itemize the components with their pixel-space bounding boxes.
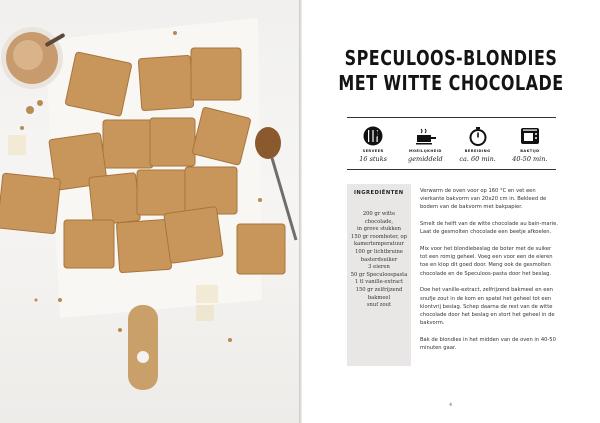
difficulty-icon bbox=[414, 126, 436, 146]
ingredient-line: 150 gr zelfrijzend bbox=[355, 286, 403, 293]
method-step: Smelt de helft van de witte chocolade au bain-marie. Laat de gesmolten chocolade een beetje afkoelen. bbox=[420, 221, 558, 236]
recipe-title bbox=[335, 46, 567, 95]
recipe-title-line-1: SPECULOOS-BLONDIES bbox=[344, 46, 558, 70]
info-prep-time-label: BEREIDING bbox=[464, 149, 491, 153]
ingredient-line: 150 gr roomboter, op bbox=[351, 233, 407, 240]
info-bake-time-value: 40-50 min. bbox=[512, 155, 548, 163]
info-difficulty-value: gemiddeld bbox=[408, 155, 443, 163]
ingredient-line: 100 gr lichtbruine bbox=[355, 248, 403, 255]
ingredient-line: in grove stukken bbox=[356, 226, 401, 233]
info-prep-time-value: ca. 60 min. bbox=[459, 155, 496, 163]
info-difficulty bbox=[399, 118, 451, 169]
ingredient-line: 1 tl vanille-extract bbox=[354, 279, 404, 286]
ingredient-line: snuf zout bbox=[366, 302, 392, 309]
ingredient-line: 50 gr Speculoospasta bbox=[350, 271, 408, 278]
method-step: Mix voor het blondiebeslag de boter met de suiker tot een romig geheel. Voeg een voor een de eieren toe en klop dit goed door. Meng ook de gesmolten chocolade en de Speculoos-pasta door het beslag. bbox=[420, 246, 553, 277]
ingredients-heading: INGREDIËNTEN bbox=[354, 190, 404, 196]
info-servings bbox=[347, 118, 399, 169]
servings-icon bbox=[362, 126, 384, 146]
oven-icon bbox=[519, 126, 541, 146]
recipe-info-bar bbox=[347, 117, 556, 170]
info-servings-value: 16 stuks bbox=[359, 155, 387, 163]
timer-icon bbox=[467, 126, 489, 146]
page-number: 4 bbox=[449, 402, 453, 408]
ingredient-line: 3 eieren bbox=[368, 264, 390, 271]
ingredient-line: bakmeel bbox=[367, 294, 391, 301]
info-bake-time bbox=[504, 118, 556, 169]
info-prep-time bbox=[452, 118, 504, 169]
method-step: Bak de blondies in het midden van de oven in 40-50 minuten gaar. bbox=[420, 336, 556, 352]
recipe-page bbox=[302, 0, 600, 423]
info-difficulty-label: MOEILIJKHEID bbox=[408, 149, 442, 153]
info-servings-label: SERVEER bbox=[362, 149, 384, 153]
ingredient-line: 200 gr witte chocolade, bbox=[362, 211, 396, 225]
info-bake-time-label: BAKTIJD bbox=[520, 149, 540, 153]
recipe-title-line-2: MET WITTE CHOCOLADE bbox=[338, 70, 564, 95]
method-step: Doe het vanille-extract, zelfrijzend bakmeel en een snufje zout in de kom en spatel het geheel tot een klontvrij beslag. Schep daarna de rest van de witte chocolade door het beslag en stort het geheel in de bakvorm. bbox=[420, 287, 555, 327]
ingredients-panel bbox=[347, 184, 411, 366]
ingredient-line: kamertemperatuur bbox=[354, 241, 404, 248]
ingredient-line: basterdsuiker bbox=[360, 256, 398, 263]
method-step: Verwarm de oven voor op 160 °C en vet een vierkante bakvorm van 20x20 cm in. Bekleed de bodem van de bakvorm met bakpapier. bbox=[420, 188, 547, 211]
ingredients-list bbox=[347, 196, 411, 310]
method-steps bbox=[420, 187, 558, 361]
